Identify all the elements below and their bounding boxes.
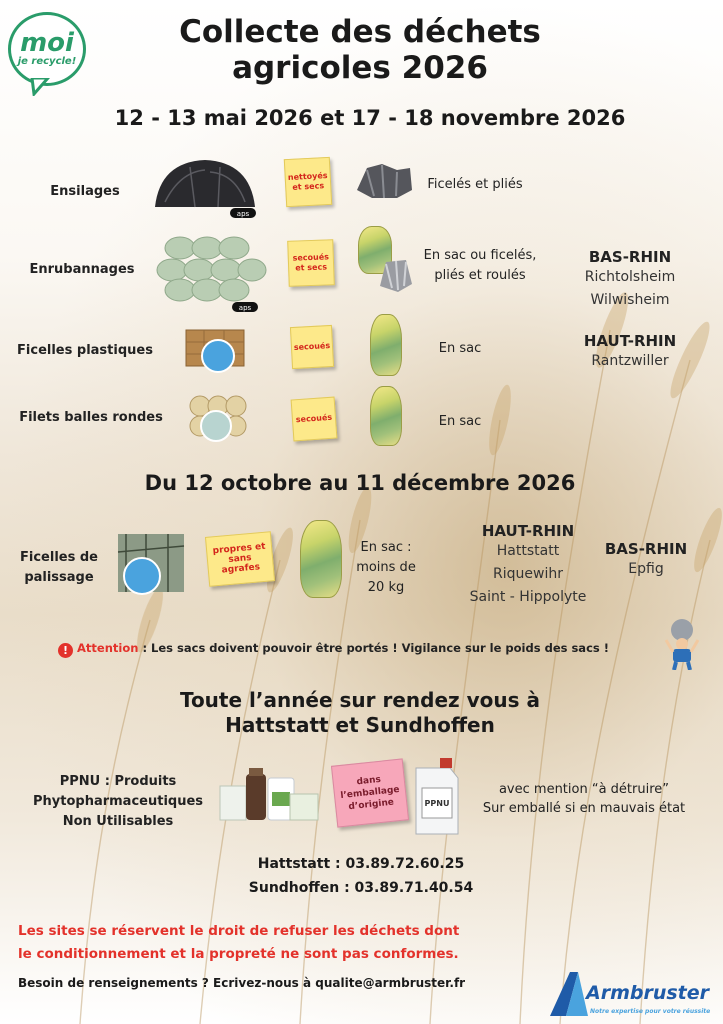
armbruster-logo bbox=[546, 968, 718, 1022]
canister-label: PPNU bbox=[424, 799, 450, 808]
ppnu-label-line-2: Phytopharmaceutiques bbox=[32, 794, 204, 809]
brand-tagline: Notre expertise pour votre réussite bbox=[590, 1008, 711, 1015]
town-item: Epfig bbox=[628, 561, 664, 577]
collection-dates-1: 12 - 13 mai 2026 et 17 - 18 novembre 2026 bbox=[114, 106, 626, 130]
brand-mark-1: aps bbox=[236, 210, 250, 218]
note-secoues: secoués bbox=[290, 325, 334, 369]
palissage-label-line-2: palissage bbox=[24, 570, 94, 585]
folded-plastic-icon bbox=[352, 160, 414, 202]
attention-line bbox=[58, 641, 648, 658]
town-item: Hattstatt bbox=[496, 543, 560, 559]
all-year-line-2: Hattstatt et Sundhoffen bbox=[225, 713, 495, 737]
ppnu-desc bbox=[476, 780, 692, 818]
moi-je-recycle-logo bbox=[8, 12, 86, 86]
palissage-label-line-1: Ficelles de bbox=[20, 550, 98, 565]
region-title-bas-rhin: BAS-RHIN bbox=[588, 248, 672, 266]
logo-moi-text: moi bbox=[20, 28, 74, 58]
desc-palissage bbox=[350, 538, 422, 598]
phone-sundhoffen: Sundhoffen : 03.89.71.40.54 bbox=[248, 880, 474, 896]
refusal-warning bbox=[18, 920, 618, 966]
row-label-enrubannages: Enrubannages bbox=[29, 262, 135, 277]
silage-tarp-icon bbox=[150, 152, 260, 220]
town-item: Riquewihr bbox=[493, 566, 563, 582]
all-year-title bbox=[110, 688, 610, 738]
row-label-ficelles-palissage bbox=[14, 548, 104, 588]
town-item: Rantzwiller bbox=[591, 353, 669, 369]
note-nettoyes-secs: nettoyés et secs bbox=[284, 157, 332, 207]
person-lifting-icon bbox=[654, 618, 710, 670]
bag-icon bbox=[300, 520, 342, 598]
palissage-desc-line-2: moins de bbox=[356, 560, 416, 575]
brand-name: Armbruster bbox=[586, 982, 710, 1004]
contact-line[interactable]: Besoin de renseignements ? Ecrivez-nous à qualite@armbruster.fr bbox=[18, 976, 466, 990]
note-secoues-secs: secoués et secs bbox=[287, 239, 335, 287]
page-title bbox=[110, 14, 610, 86]
net-bales-icon bbox=[188, 392, 250, 444]
chemical-products-icon bbox=[216, 764, 320, 826]
ppnu-label bbox=[22, 772, 214, 832]
desc-filets-balles-rondes: En sac bbox=[438, 414, 482, 429]
region-title-haut-rhin: HAUT-RHIN bbox=[481, 522, 575, 540]
phone-hattstatt: Hattstatt : 03.89.72.60.25 bbox=[257, 856, 465, 872]
note-secoues: secoués bbox=[291, 397, 338, 442]
desc-ficelles-plastiques: En sac bbox=[438, 341, 482, 356]
sites-haut-rhin-2 bbox=[458, 522, 598, 609]
warning-icon: ! bbox=[58, 643, 73, 658]
note-propres-sans-agrafes: propres et sans agrafes bbox=[205, 531, 275, 587]
phone-block bbox=[226, 852, 496, 900]
row-label-ficelles-plastiques: Ficelles plastiques bbox=[17, 343, 153, 358]
ppnu-label-line-3: Non Utilisables bbox=[62, 814, 174, 829]
ppnu-label-line-1: PPNU : Produits bbox=[59, 774, 177, 789]
ppnu-desc-line-1: avec mention “à détruire” bbox=[498, 782, 670, 797]
region-title-bas-rhin: BAS-RHIN bbox=[604, 540, 688, 558]
bag-icon bbox=[370, 386, 402, 446]
desc-ensilages: Ficelés et pliés bbox=[427, 177, 523, 192]
twine-pallet-icon bbox=[184, 326, 248, 376]
attention-text: : Les sacs doivent pouvoir être portés ! Vigilance sur le poids des sacs ! bbox=[138, 641, 609, 655]
ppnu-desc-line-2: Sur emballé si en mauvais état bbox=[482, 801, 686, 816]
desc-enrubannages bbox=[420, 246, 540, 286]
title-line-2: agricoles 2026 bbox=[232, 50, 488, 86]
town-item: Wilwisheim bbox=[590, 292, 670, 308]
sites-bas-rhin-1 bbox=[560, 248, 700, 312]
town-item: Richtolsheim bbox=[584, 269, 676, 285]
vineyard-twine-icon bbox=[116, 532, 190, 596]
warning-line-2: le conditionnement et la propreté ne sont pas conformes. bbox=[18, 946, 459, 962]
note-emballage-origine: dans l’emballage d’origine bbox=[331, 758, 409, 827]
sites-haut-rhin-1 bbox=[560, 332, 700, 373]
region-title-haut-rhin: HAUT-RHIN bbox=[583, 332, 677, 350]
desc-enrubannages-line-2: pliés et roulés bbox=[434, 268, 526, 283]
desc-enrubannages-line-1: En sac ou ficelés, bbox=[423, 248, 537, 263]
logo-recycle-text: je recycle! bbox=[17, 56, 77, 67]
collection-dates-2: Du 12 octobre au 11 décembre 2026 bbox=[144, 471, 576, 495]
folded-wrap-icon bbox=[378, 256, 414, 294]
town-item: Saint - Hippolyte bbox=[469, 589, 587, 605]
bag-icon bbox=[370, 314, 402, 376]
wrapped-bales-icon bbox=[152, 232, 270, 314]
brand-mark-2: aps bbox=[238, 304, 252, 312]
row-label-filets-balles-rondes: Filets balles rondes bbox=[19, 410, 163, 425]
row-label-ensilages: Ensilages bbox=[50, 184, 120, 199]
warning-line-1: Les sites se réservent le droit de refuser les déchets dont bbox=[18, 923, 460, 939]
all-year-line-1: Toute l’année sur rendez vous à bbox=[179, 688, 541, 712]
speech-bubble-tail-icon bbox=[30, 78, 52, 96]
palissage-desc-line-3: 20 kg bbox=[367, 580, 405, 595]
ppnu-canister-icon bbox=[410, 754, 464, 840]
attention-label: Attention bbox=[77, 641, 139, 655]
sites-bas-rhin-2 bbox=[594, 540, 698, 581]
title-line-1: Collecte des déchets bbox=[179, 14, 541, 50]
palissage-desc-line-1: En sac : bbox=[360, 540, 412, 555]
